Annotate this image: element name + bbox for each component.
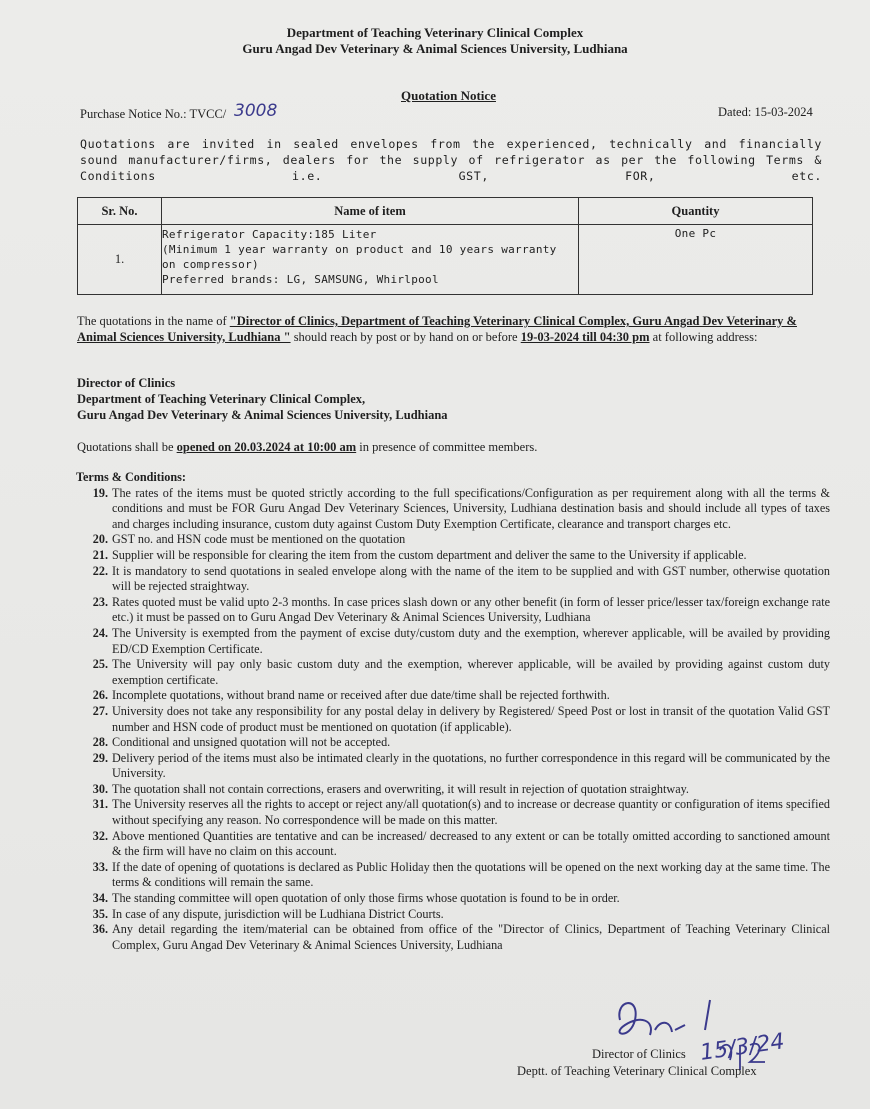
term-item — [78, 595, 830, 626]
term-text: The University is exempted from the payment of excise duty/custom duty and the exemption, wherever applicable, will be availed by providing ED/CD Exemption Certificate. — [112, 625, 830, 656]
terms-list — [78, 486, 830, 954]
terms-section — [78, 470, 830, 953]
submission-pre: The quotations in the name of — [77, 314, 230, 328]
term-number: 33. — [92, 859, 108, 874]
term-number: 21. — [92, 547, 108, 562]
term-item — [78, 532, 830, 548]
term-text: The University will pay only basic custom duty and the exemption, wherever applicable, will be availed by providing against custom duty exemption certificate. — [112, 657, 830, 687]
table-row — [78, 225, 813, 295]
item-line-brands: Preferred brands: LG, SAMSUNG, Whirlpool — [162, 273, 439, 286]
items-table — [77, 197, 813, 295]
term-item — [78, 735, 830, 751]
address-line-2: Department of Teaching Veterinary Clinical Complex, — [77, 392, 366, 406]
address-line-1: Director of Clinics — [77, 376, 176, 390]
term-text: University does not take any responsibility for any postal delay in delivery by Registered/ Speed Post or lost in transit of the quotation Valid GST number and HSN code of product must be mentioned on quotation (if applicable). — [112, 703, 830, 734]
signatory-department: Deptt. of Teaching Veterinary Clinical Complex — [517, 1064, 757, 1078]
term-item — [78, 829, 830, 860]
term-item — [78, 922, 830, 953]
term-number: 25. — [92, 657, 108, 672]
term-text: Incomplete quotations, without brand name or received after due date/time shall be rejected forthwith. — [112, 688, 610, 703]
submission-paragraph — [77, 313, 812, 345]
term-text: If the date of opening of quotations is declared as Public Holiday then the quotations will be opened on the next working day at the same time. The terms & conditions will remain the same. — [112, 859, 830, 890]
term-text: Supplier will be responsible for clearing the item from the custom department and deliver the same to the University if applicable. — [112, 547, 747, 562]
term-number: 22. — [92, 563, 108, 578]
term-text: Conditional and unsigned quotation will not be accepted. — [112, 735, 391, 750]
term-text: The University reserves all the rights to accept or reject any/all quotation(s) and to increase or decrease quantity or configuration of items specified without specifying any reason. No correspondence will be made on this matter. — [112, 797, 830, 828]
term-text: The rates of the items must be quoted strictly according to the full specifications/Configuration as per requirement along with all the terms & conditions and must be FOR Guru Angad Dev Veterinary Sciences, University, Ludhiana destination basis and should include all types of taxes and charges including insurance, custom duty against Custom Duty Exemption Certificate, clearance and transport charges etc. — [112, 485, 830, 531]
notice-title: Quotation Notice — [401, 88, 496, 103]
submission-deadline: 19-03-2024 till 04:30 pm — [520, 330, 650, 344]
purchase-notice-number: 3008 — [234, 101, 278, 121]
term-item — [78, 688, 830, 704]
term-number: 28. — [92, 735, 108, 750]
term-text: Any detail regarding the item/material can be obtained from office of the "Director of Clinics, Department of Teaching Veterinary Clinical Complex, Guru Angad Dev Veterinary & Animal Sciences University, Ludhiana — [112, 922, 830, 952]
term-item — [78, 907, 830, 923]
address-line-3: Guru Angad Dev Veterinary & Animal Sciences University, Ludhiana — [77, 408, 448, 422]
header-item-name: Name of item — [162, 198, 579, 225]
cell-item-name — [162, 225, 579, 295]
header-university: Guru Angad Dev Veterinary & Animal Sciences University, Ludhiana — [242, 41, 628, 56]
term-item — [78, 564, 830, 595]
handwritten-date: 15/3/24 — [698, 1029, 787, 1066]
term-text: Rates quoted must be valid upto 2-3 months. In case prices slash down or any other benefit (in form of lesser price/lesser tax/foreign exchange rate etc.) it must be passed on to Guru Angad Dev Veterinary & Animal Sciences University, Ludhiana — [112, 594, 830, 625]
term-text: GST no. and HSN code must be mentioned on the quotation — [112, 532, 406, 547]
cell-quantity: One Pc — [579, 225, 813, 295]
term-text: In case of any dispute, jurisdiction will be Ludhiana District Courts. — [112, 906, 444, 921]
submission-addressee: "Director of Clinics, Department of Teaching Veterinary Clinical Complex, Guru Angad Dev Veterinary & Animal Sciences University, Ludhiana " — [77, 314, 797, 344]
term-number: 30. — [92, 781, 108, 796]
terms-title: Terms & Conditions: — [76, 470, 186, 484]
term-item — [78, 626, 830, 657]
notice-date: Dated: 15-03-2024 — [718, 105, 813, 119]
term-number: 27. — [92, 703, 108, 718]
term-item — [78, 548, 830, 564]
purchase-notice-label: Purchase Notice No.: TVCC/ — [80, 107, 227, 121]
term-text: The standing committee will open quotation of only those firms whose quotation is found to be in order. — [112, 891, 620, 906]
term-number: 20. — [92, 532, 108, 547]
term-number: 34. — [92, 891, 108, 906]
header-quantity: Quantity — [579, 198, 813, 225]
term-item — [78, 891, 830, 907]
term-item — [78, 782, 830, 798]
opening-line — [77, 439, 537, 455]
term-number: 23. — [92, 594, 108, 609]
opening-pre: Quotations shall be — [77, 440, 177, 454]
term-text: Above mentioned Quantities are tentative and can be increased/ decreased to any extent or can be totally omitted according to sanctioned amount & the firm will have no claim on this account. — [112, 828, 830, 859]
term-number: 26. — [92, 688, 108, 703]
term-item — [78, 657, 830, 688]
term-text: It is mandatory to send quotations in sealed envelope along with the name of the item to be supplied and with GST number, otherwise quotation will be rejected straightway. — [112, 563, 830, 594]
item-line: Refrigerator Capacity:185 Liter — [162, 228, 377, 241]
term-number: 31. — [92, 797, 108, 812]
term-number: 32. — [92, 828, 108, 843]
term-item — [78, 860, 830, 891]
item-line: (Minimum 1 year warranty on product and 10 years warranty — [162, 243, 557, 256]
term-item — [78, 704, 830, 735]
intro-paragraph: Quotations are invited in sealed envelopes from the experienced, technically and financially sound manufacturer/firms, dealers for the supply of refrigerator as per the following Terms & Conditions i.e. GST, FOR, etc. — [80, 137, 822, 183]
term-number: 29. — [92, 750, 108, 765]
term-text: The quotation shall not contain corrections, erasers and overwriting, it will result in rejection of quotation straightway. — [112, 781, 689, 796]
opening-post: in presence of committee members. — [356, 440, 538, 454]
signatory-title: Director of Clinics — [592, 1047, 686, 1061]
term-item — [78, 751, 830, 782]
term-number: 35. — [92, 906, 108, 921]
item-line: on compressor) — [162, 258, 259, 271]
header-sr-no: Sr. No. — [78, 198, 162, 225]
header-department: Department of Teaching Veterinary Clinical Complex — [286, 25, 584, 40]
term-number: 36. — [92, 922, 108, 937]
term-text: Delivery period of the items must also be intimated clearly in the quotations, no further correspondence in this regard will be communicated by the University. — [112, 750, 830, 781]
term-number: 24. — [92, 625, 108, 640]
term-item — [78, 486, 830, 533]
submission-mid: should reach by post or by hand on or before — [290, 330, 521, 344]
submission-post: at following address: — [649, 330, 758, 344]
term-item — [78, 797, 830, 828]
cell-sr-no: 1. — [78, 225, 162, 295]
term-number: 19. — [92, 485, 108, 500]
opening-date: opened on 20.03.2024 at 10:00 am — [176, 440, 357, 454]
